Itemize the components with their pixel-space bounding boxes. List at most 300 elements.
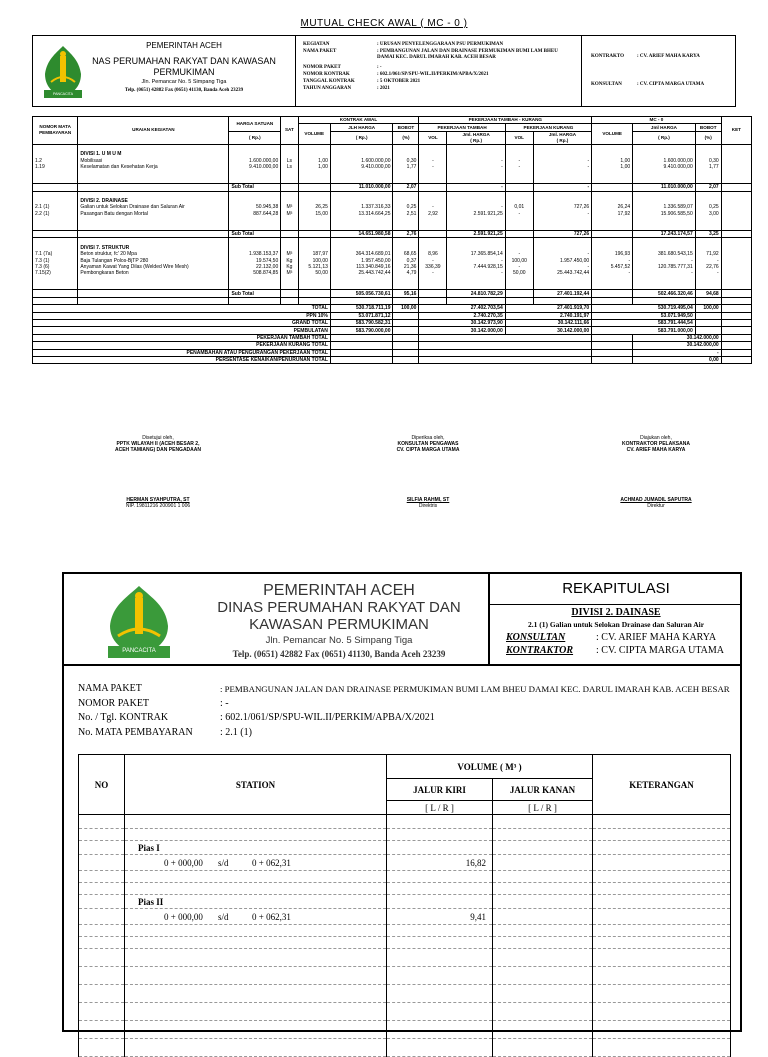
table-cell: 2,92 xyxy=(419,211,447,217)
volume-cell xyxy=(79,985,125,1003)
volume-cell xyxy=(593,855,731,871)
summary-value: 30.142.000,00 xyxy=(633,342,722,349)
table-cell: 7.3 (1) xyxy=(33,257,78,263)
table-cell: 7.15(2) xyxy=(33,270,78,276)
document-title: MUTUAL CHECK AWAL ( MC - 0 ) xyxy=(300,18,468,29)
volume-cell xyxy=(79,1021,125,1039)
table-cell: 1.957.450,00 xyxy=(533,257,591,263)
volume-cell xyxy=(125,937,387,949)
table-cell: 2.591.921,25 xyxy=(447,211,505,217)
empty-cell xyxy=(419,283,447,290)
org-line2: NAS PERUMAHAN RAKYAT DAN KAWASAN PERMUKIMAN xyxy=(92,56,276,77)
table-cell: 5.121,13 xyxy=(298,264,330,270)
empty-cell xyxy=(419,238,447,245)
col-mc-volume: VOLUME xyxy=(592,124,633,144)
total-bobot xyxy=(393,312,419,319)
empty-cell xyxy=(298,283,330,290)
col-lr-kanan: [ L / R ] xyxy=(493,801,593,815)
volume-cell xyxy=(493,895,593,909)
table-cell: 381.680.543,15 xyxy=(633,251,696,257)
empty-cell xyxy=(721,312,751,319)
volume-cell xyxy=(125,1039,387,1057)
empty-cell xyxy=(229,223,281,230)
table-cell: - xyxy=(533,211,591,217)
subtotal-tambah: 2.591.921,25 xyxy=(447,230,505,237)
table-cell: 9.410.000,00 xyxy=(330,164,393,170)
empty-cell xyxy=(695,177,721,184)
empty-cell xyxy=(298,297,330,304)
empty-cell xyxy=(330,283,393,290)
empty-cell xyxy=(695,144,721,151)
org-address: Jln. Pemancar No. 5 Simpang Tiga xyxy=(141,79,227,85)
summary-value: 0,00 xyxy=(633,356,722,363)
table-cell: 1.336.589,07 xyxy=(633,204,696,210)
volume-cell xyxy=(125,1021,387,1039)
empty-cell xyxy=(393,356,419,363)
subtotal-kurang: 27.401.192,44 xyxy=(533,290,591,297)
empty-cell xyxy=(592,349,633,356)
empty-cell xyxy=(505,191,533,198)
pias-title-row xyxy=(79,841,731,855)
subtotal-mc-jml: 502.466.320,46 xyxy=(633,290,696,297)
rekap-document xyxy=(62,572,742,1032)
subtotal-row xyxy=(33,230,752,237)
col-volume: VOLUME xyxy=(298,124,330,144)
empty-cell xyxy=(721,177,751,184)
volume-cell xyxy=(593,985,731,1003)
volume-cell xyxy=(493,1039,593,1057)
volume-cell xyxy=(387,829,493,841)
station-to: 0 + 062,31 xyxy=(252,857,291,868)
table-cell: 0,25 xyxy=(695,204,721,210)
empty-cell xyxy=(447,283,505,290)
empty-cell xyxy=(78,144,229,151)
col-kurang-jml: Jml. HARGA ( Rp.) xyxy=(533,131,591,144)
table-row xyxy=(79,985,731,1003)
empty-cell xyxy=(721,191,751,198)
volume-cell xyxy=(593,815,731,829)
table-cell: 1,00 xyxy=(298,164,330,170)
empty-cell xyxy=(419,144,447,151)
subtotal-tambah: 24.810.782,29 xyxy=(447,290,505,297)
table-cell: 727,26 xyxy=(533,204,591,210)
empty-cell xyxy=(721,342,751,349)
volume-cell xyxy=(125,815,387,829)
table-cell: 1.600.000,00 xyxy=(633,158,696,164)
empty-cell xyxy=(393,297,419,304)
empty-cell xyxy=(33,238,78,245)
table-cell: 5.457,52 xyxy=(592,264,633,270)
summary-row xyxy=(33,349,752,356)
empty-cell xyxy=(298,290,330,297)
table-cell: 21,36 xyxy=(393,264,419,270)
volume-cell xyxy=(493,829,593,841)
rekap-title: REKAPITULASI xyxy=(488,574,742,605)
table-cell: 1,77 xyxy=(695,164,721,170)
group-pek: PEKERJAAN TAMBAH - KURANG xyxy=(419,117,592,124)
logo-caption: PANCACITA xyxy=(52,92,74,96)
table-cell: 887.644,28 xyxy=(229,211,281,217)
volume-cell xyxy=(387,815,493,829)
empty-cell xyxy=(592,144,633,151)
empty-cell xyxy=(229,144,281,151)
table-cell: Kg xyxy=(281,257,298,263)
table-cell: 1,00 xyxy=(298,158,330,164)
empty-cell xyxy=(592,334,633,341)
col-no: NO xyxy=(79,755,125,815)
empty-cell xyxy=(447,191,505,198)
table-cell: 1.600.000,00 xyxy=(229,158,281,164)
table-cell: - xyxy=(419,270,447,276)
group-kontrak: KONTRAK AWAL xyxy=(298,117,419,124)
total-jlh: 583.790.582,31 xyxy=(330,319,393,326)
volume-cell xyxy=(79,895,125,909)
total-kurang: 27.401.919,70 xyxy=(505,305,591,312)
table-cell: 3,00 xyxy=(695,211,721,217)
volume-cell xyxy=(493,883,593,895)
empty-cell xyxy=(281,297,298,304)
table-cell: 8,96 xyxy=(419,251,447,257)
col-harga: HARGA SATUAN xyxy=(229,117,281,132)
empty-cell xyxy=(330,297,393,304)
volume-cell xyxy=(593,937,731,949)
empty-cell xyxy=(592,283,633,290)
table-cell: 50,00 xyxy=(505,270,533,276)
empty-cell xyxy=(78,230,229,237)
volume-cell xyxy=(125,985,387,1003)
table-cell: 19.574,50 xyxy=(229,257,281,263)
total-bobot xyxy=(393,327,419,334)
empty-cell xyxy=(721,356,751,363)
summary-label: PEKERJAAN TAMBAH TOTAL xyxy=(33,334,331,341)
col-keterangan: KETERANGAN xyxy=(593,755,731,815)
empty-cell xyxy=(330,191,393,198)
total-jlh: 53.071.871,12 xyxy=(330,312,393,319)
station-sd: s/d xyxy=(218,911,229,922)
empty-cell xyxy=(592,342,633,349)
table-cell: 1,00 xyxy=(592,164,633,170)
empty-cell xyxy=(419,334,592,341)
volume-cell xyxy=(79,949,125,967)
empty-cell xyxy=(78,238,229,245)
empty-cell xyxy=(695,283,721,290)
empty-cell xyxy=(229,283,281,290)
col-jalur-kanan: JALUR KANAN xyxy=(493,779,593,801)
table-row xyxy=(79,1039,731,1057)
volume-cell xyxy=(593,841,731,855)
table-cell: - xyxy=(695,270,721,276)
col-harga-unit: ( Rp.) xyxy=(229,131,281,144)
table-cell: 25.443.742,44 xyxy=(330,270,393,276)
pias-title-row xyxy=(79,895,731,909)
subtotal-bobot: 2,07 xyxy=(393,184,419,191)
empty-cell xyxy=(505,223,533,230)
table-cell: - xyxy=(447,270,505,276)
volume-cell xyxy=(493,1003,593,1021)
table-cell: - xyxy=(533,251,591,257)
table-cell: - xyxy=(633,257,696,263)
table-cell: - xyxy=(419,257,447,263)
volume-cell xyxy=(387,871,493,883)
table-cell: 336,39 xyxy=(419,264,447,270)
empty-cell xyxy=(505,184,533,191)
table-cell: 17.365.854,14 xyxy=(447,251,505,257)
empty-cell xyxy=(330,177,393,184)
subtotal-label: Sub Total xyxy=(229,184,281,191)
subtotal-tambah: - xyxy=(447,184,505,191)
empty-cell xyxy=(33,230,78,237)
total-mc-jml: 583.791.000,00 xyxy=(592,327,696,334)
empty-cell xyxy=(229,191,281,198)
empty-cell xyxy=(533,177,591,184)
volume-cell xyxy=(593,909,731,925)
empty-cell xyxy=(592,297,633,304)
empty-cell xyxy=(447,177,505,184)
col-mc-bobot: BOBOT xyxy=(695,124,721,131)
empty-cell xyxy=(419,356,592,363)
total-bobot xyxy=(393,319,419,326)
table-cell: 7.1 (7a) xyxy=(33,251,78,257)
volume-cell xyxy=(493,1021,593,1039)
volume-cell xyxy=(79,871,125,883)
volume-cell xyxy=(593,1021,731,1039)
empty-cell xyxy=(721,297,751,304)
table-cell: - xyxy=(592,257,633,263)
rekap-header xyxy=(64,574,740,666)
table-cell: 508.874,85 xyxy=(229,270,281,276)
table-cell: M³ xyxy=(281,270,298,276)
empty-cell xyxy=(393,349,419,356)
subtotal-kurang: 727,26 xyxy=(533,230,591,237)
table-cell: Pasangan Batu dengan Mortal xyxy=(78,211,229,217)
empty-cell xyxy=(419,191,447,198)
empty-cell xyxy=(393,191,419,198)
table-cell: Anyaman Kawat Yang Dilas (Welded Wire Mesh) xyxy=(78,264,229,270)
col-jlh: JLH HARGA xyxy=(330,124,393,131)
rekap-item: 2.1 (1) Galian untuk Selokan Drainase dan Saluran Air xyxy=(527,620,705,629)
volume-cell xyxy=(79,1003,125,1021)
empty-cell xyxy=(393,283,419,290)
col-mc-jml: Jml HARGA xyxy=(633,124,696,131)
table-cell: - xyxy=(505,264,533,270)
total-kurang: 30.142.111,66 xyxy=(505,319,591,326)
rekap-divisi: DIVISI 2. DAINASE xyxy=(571,607,661,618)
empty-cell xyxy=(33,177,78,184)
table-cell: 1.938.153,37 xyxy=(229,251,281,257)
empty-cell xyxy=(633,283,696,290)
volume-cell xyxy=(79,967,125,985)
volume-cell xyxy=(387,937,493,949)
table-row xyxy=(33,144,752,151)
empty-cell xyxy=(229,238,281,245)
empty-cell xyxy=(281,223,298,230)
empty-cell xyxy=(721,349,751,356)
empty-cell xyxy=(33,297,78,304)
section-title: DIVISI 7. STRUKTUR xyxy=(78,245,229,251)
table-cell: - xyxy=(533,158,591,164)
empty-cell xyxy=(721,283,751,290)
volume-cell xyxy=(79,829,125,841)
subtotal-row xyxy=(33,290,752,297)
volume-cell xyxy=(79,925,125,937)
table-cell: 0,30 xyxy=(393,158,419,164)
empty-cell xyxy=(330,356,393,363)
summary-value: 30.142.000,00 xyxy=(633,334,722,341)
empty-cell xyxy=(447,223,505,230)
col-kurang-vol: VOL xyxy=(505,131,533,144)
total-mc-bobot xyxy=(695,312,721,319)
volume-cell xyxy=(593,925,731,937)
table-cell: - xyxy=(505,211,533,217)
table-cell: 4,79 xyxy=(393,270,419,276)
total-kurang: 2.740.191,97 xyxy=(505,312,591,319)
table-cell: 13.314.664,25 xyxy=(330,211,393,217)
jalur-kiri-value: 16,82 xyxy=(387,855,493,871)
empty-cell xyxy=(330,342,393,349)
table-cell: 1.2 xyxy=(33,158,78,164)
empty-cell xyxy=(298,177,330,184)
empty-cell xyxy=(592,177,633,184)
volume-cell xyxy=(125,949,387,967)
empty-cell xyxy=(33,223,78,230)
table-cell: 1.957.450,00 xyxy=(330,257,393,263)
empty-cell xyxy=(695,297,721,304)
table-cell: 25.443.742,44 xyxy=(533,270,591,276)
table-cell: 50.945,38 xyxy=(229,204,281,210)
empty-cell xyxy=(721,305,751,312)
table-row xyxy=(79,967,731,985)
empty-cell xyxy=(592,223,633,230)
col-mc-bobot-unit: (%) xyxy=(695,131,721,144)
table-row xyxy=(33,191,752,198)
table-cell: - xyxy=(447,164,505,170)
col-volume: VOLUME ( M³ ) xyxy=(387,755,593,779)
empty-cell xyxy=(721,290,751,297)
subtotal-mc-bobot: 3,25 xyxy=(695,230,721,237)
table-cell: - xyxy=(505,164,533,170)
pias-name: Pias I xyxy=(138,842,160,853)
table-cell: - xyxy=(505,251,533,257)
total-tambah: 2.740.270,35 xyxy=(419,312,505,319)
volume-cell xyxy=(387,1021,493,1039)
total-bobot: 100,00 xyxy=(393,305,419,312)
volume-cell xyxy=(493,909,593,925)
empty-cell xyxy=(447,144,505,151)
empty-cell xyxy=(505,297,533,304)
col-mc-jml-unit: ( Rp.) xyxy=(633,131,696,144)
empty-cell xyxy=(447,297,505,304)
empty-cell xyxy=(281,177,298,184)
rekap-info: NAMA PAKET : PEMBANGUNAN JALAN DAN DRAINASE PERMUKIMAN BUMI LAM BHEU DAMAI KEC. DARUL IMARAH KAB. ACEH BESAR NOMOR PAKET : - No. / Tgl. KONTRAK : 602.1/061/SP/SPU-WIL.II/PERKIM/APBA/X/2021 No. MATA PEMBAYARAN : 2.1 (1) xyxy=(78,683,730,738)
col-lr-kiri: [ L / R ] xyxy=(387,801,493,815)
empty-cell xyxy=(533,223,591,230)
signature-block-2: Diperiksa oleh, KONSULTAN PENGAWAS CV. CIPTA MARGA UTAMA SILFIA RAHMI, ST Direktris xyxy=(396,435,460,509)
empty-cell xyxy=(330,223,393,230)
empty-cell xyxy=(419,290,447,297)
jalur-kiri-value: 9,41 xyxy=(387,909,493,925)
summary-value: - xyxy=(633,349,722,356)
empty-cell xyxy=(229,177,281,184)
subtotal-label: Sub Total xyxy=(229,290,281,297)
table-cell: Keselamatan dan Kesehatan Kerja xyxy=(78,164,229,170)
subtotal-jlh: 14.651.980,58 xyxy=(330,230,393,237)
volume-cell xyxy=(593,895,731,909)
empty-cell xyxy=(298,184,330,191)
table-cell: 7.3 (6) xyxy=(33,264,78,270)
empty-cell xyxy=(533,191,591,198)
empty-cell xyxy=(393,334,419,341)
empty-cell xyxy=(78,184,229,191)
header-box xyxy=(32,35,736,107)
table-cell: 7.444.928,15 xyxy=(447,264,505,270)
empty-cell xyxy=(419,342,592,349)
volume-cell xyxy=(493,871,593,883)
empty-cell xyxy=(721,230,751,237)
col-tambah-jml: Jml. HARGA ( Rp.) xyxy=(447,131,505,144)
total-jlh: 530.718.711,19 xyxy=(330,305,393,312)
table-cell: - xyxy=(447,158,505,164)
volume-cell xyxy=(125,895,387,909)
table-cell: Kg xyxy=(281,264,298,270)
empty-cell xyxy=(281,191,298,198)
table-cell: Pembongkaran Beton xyxy=(78,270,229,276)
empty-cell xyxy=(505,290,533,297)
table-cell: 26,24 xyxy=(592,204,633,210)
empty-cell xyxy=(592,290,633,297)
total-label: PPN 10% xyxy=(33,312,331,319)
table-cell: - xyxy=(447,257,505,263)
empty-cell xyxy=(447,238,505,245)
section-title: DIVISI 2. DRAINASE xyxy=(78,198,229,204)
empty-cell xyxy=(633,191,696,198)
rekap-kontraktor: KONTRAKTOR : CV. CIPTA MARGA UTAMA xyxy=(506,645,724,656)
col-station: STATION xyxy=(125,755,387,815)
summary-label: PERSENTASE KENAIKAN/PENURUNAN TOTAL xyxy=(33,356,331,363)
empty-cell xyxy=(298,144,330,151)
empty-cell xyxy=(633,144,696,151)
col-tambah-vol: VOL xyxy=(419,131,447,144)
volume-cell xyxy=(387,925,493,937)
empty-cell xyxy=(393,238,419,245)
empty-cell xyxy=(281,290,298,297)
subtotal-mc-jml: 11.010.000,00 xyxy=(633,184,696,191)
table-cell: 17,92 xyxy=(592,211,633,217)
table-cell: Baja Tulangan Polos-BjTP 280 xyxy=(78,257,229,263)
empty-cell xyxy=(78,297,229,304)
org-phone: Telp. (0651) 42882 Fax (0651) 41130, Banda Aceh 23239 xyxy=(124,88,244,93)
empty-cell xyxy=(78,177,229,184)
table-cell: Mobilisasi xyxy=(78,158,229,164)
volume-cell xyxy=(79,937,125,949)
empty-cell xyxy=(721,327,751,334)
volume-cell xyxy=(387,985,493,1003)
empty-cell xyxy=(330,349,393,356)
table-cell: - xyxy=(633,270,696,276)
pias-row xyxy=(79,909,731,925)
col-uraian: URAIAN KEGIATAN xyxy=(78,117,229,145)
volume-cell xyxy=(593,949,731,967)
empty-cell xyxy=(298,230,330,237)
table-cell: - xyxy=(592,270,633,276)
empty-cell xyxy=(505,230,533,237)
table-cell: 0,37 xyxy=(393,257,419,263)
signature-block-3: Diajukan oleh, KONTRAKTOR PELAKSANA CV. ARIEF MAHA KARYA ACHMAD JUMADIL SAPUTRA Direktur xyxy=(620,435,692,509)
rekap-logo-caption: PANCACITA xyxy=(122,648,156,654)
table-cell: 1,77 xyxy=(393,164,419,170)
total-mc-jml: 53.071.949,50 xyxy=(592,312,696,319)
volume-cell xyxy=(79,855,125,871)
table-cell: 0,25 xyxy=(393,204,419,210)
